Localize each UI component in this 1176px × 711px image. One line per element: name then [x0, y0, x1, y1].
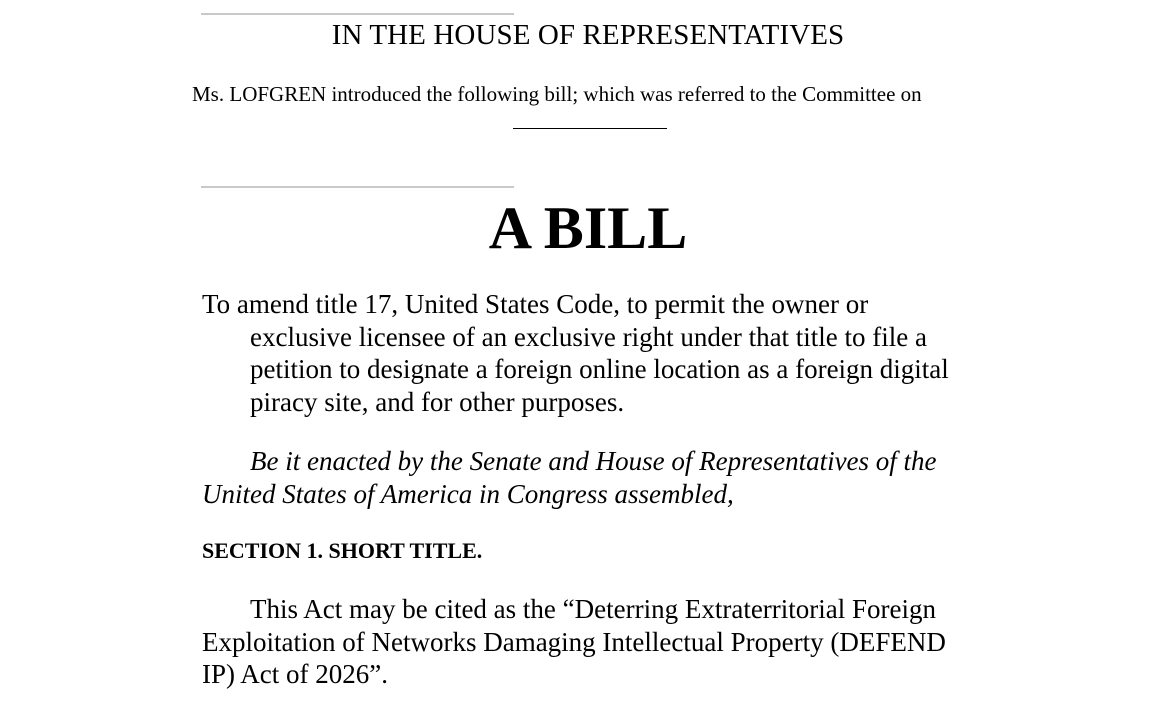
purpose-continuation	[202, 321, 992, 419]
purpose-line: To amend title 17, United States Code, to permit the owner or	[202, 289, 869, 319]
intro-suffix: introduced the following bill; which was referred to the Committee on	[326, 82, 922, 106]
introduction-line	[192, 80, 922, 108]
committee-blank-line	[513, 128, 667, 129]
intro-prefix: Ms.	[192, 82, 230, 106]
purpose-line: piracy site, and for other purposes.	[250, 386, 625, 417]
section-heading: SECTION 1. SHORT TITLE.	[202, 538, 483, 563]
sponsor-name-rest: OFGREN	[242, 82, 327, 106]
top-separator-rule	[201, 13, 514, 15]
section-body-line: Exploitation of Networks Damaging Intellectual Property (DEFEND	[202, 626, 946, 657]
section-body	[202, 593, 992, 691]
section-body-line: IP) Act of 2026”.	[202, 659, 388, 689]
sponsor-name-initial: L	[229, 82, 243, 106]
enacting-line: Be it enacted by the Senate and House of Representatives of the	[250, 446, 937, 476]
enacting-clause	[202, 445, 992, 510]
enacting-line: United States of America in Congress assembled,	[202, 478, 734, 509]
section-body-line: This Act may be cited as the “Deterring Extraterritorial Foreign	[250, 594, 937, 624]
purpose-line: petition to designate a foreign online location as a foreign digital	[250, 354, 949, 384]
chamber-heading: IN THE HOUSE OF REPRESENTATIVES	[331, 19, 845, 51]
bill-title: A BILL	[488, 195, 688, 261]
bill-purpose	[202, 288, 992, 418]
middle-separator-rule	[201, 186, 514, 188]
purpose-line: exclusive licensee of an exclusive right under that title to file a	[250, 321, 928, 352]
